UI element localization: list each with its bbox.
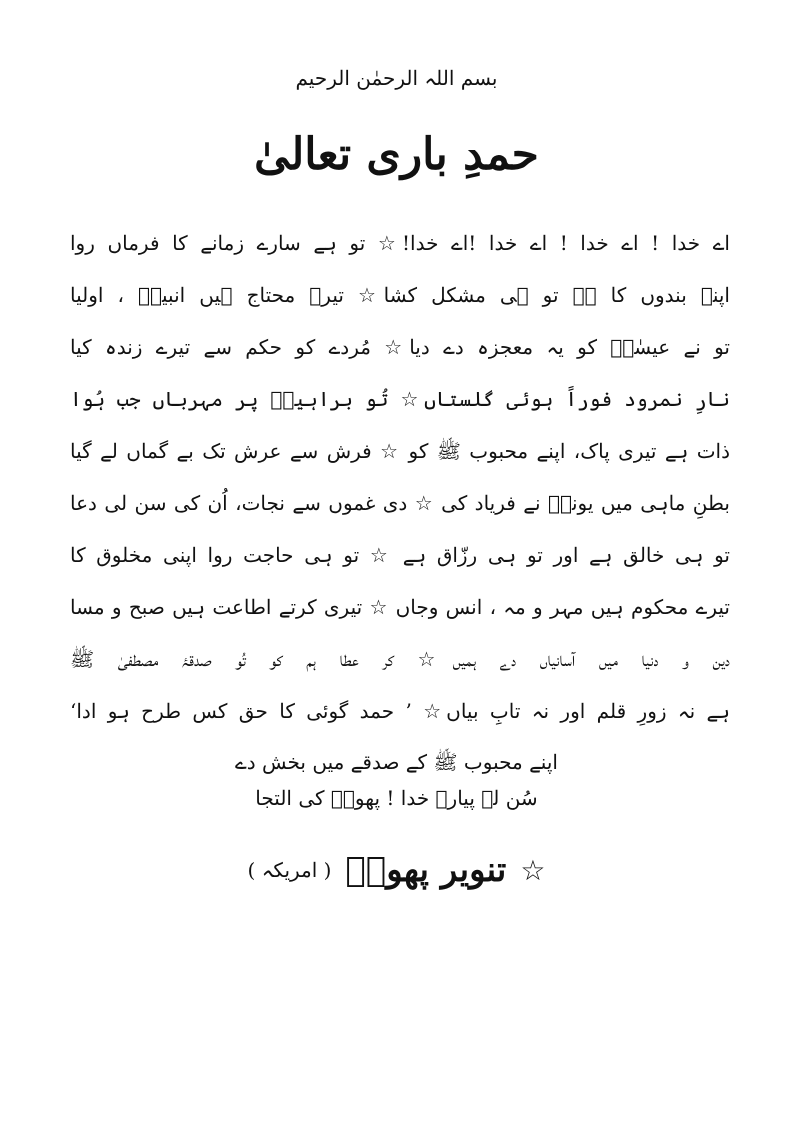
author-signature	[0, 850, 793, 890]
closing-couplet	[0, 745, 793, 817]
bismillah-heading: بسم اللہ الرحمٰن الرحیم	[295, 66, 498, 90]
verse-line: نارِ نمرود فوراََ ہوئی گلستاں☆ تُو براہیمؑ پر مہرباں جب ہُوا	[70, 387, 730, 411]
closing-line: اپنے محبوب ﷺ کے صدقے میں بخش دے	[235, 750, 558, 774]
verse-line: اے خدا ! اے خدا ! اے خدا !اے خدا!☆ تو ہے سارے زمانے کا فرماں روا	[70, 231, 730, 255]
verse-line: تیرے محکوم ہیں مہر و مہ ، انس وجاں ☆ تیری کرتے اطاعت ہیں صبح و مسا	[70, 595, 730, 619]
author-location: ( امریکہ )	[247, 858, 332, 882]
verse-line: دین و دنیا میں آسانیاں دے ہمیں☆ کر عطا ہم کو تُو صدقۂ مصطفیٰ ﷺ	[70, 647, 730, 671]
closing-line: سُن لے پیارے خدا ! پھولؔ کی التجا	[255, 786, 538, 810]
star-icon: ☆	[520, 853, 546, 887]
poem-body	[70, 220, 730, 740]
verse-line: ہے نہ زورِ قلم اور نہ تابِ بیاں☆ ’ حمد گوئی کا حق کس طرح ہو ادا‘	[70, 699, 730, 723]
verse-line: اپنے بندوں کا ہے تو ہی مشکل کشا☆ تیرے محتاج ہیں انبیاؑ ، اولیا	[70, 283, 730, 307]
verse-line: ذات ہے تیری پاک، اپنے محبوب ﷺ کو ☆ فرش سے عرش تک بے گماں لے گیا	[70, 439, 730, 463]
author-name: تنویر پھولؔ	[345, 850, 507, 890]
page-title: حمدِ باری تعالیٰ	[254, 129, 539, 180]
verse-line: بطنِ ماہی میں یونسؑ نے فریاد کی ☆ دی غموں سے نجات، اُن کی سن لی دعا	[70, 491, 730, 515]
verse-line: تو ہی خالق ہے اور تو ہی رزّاق ہے ☆ تو ہی حاجت روا اپنی مخلوق کا	[70, 543, 730, 567]
verse-line: تو نے عیسٰیؑ کو یہ معجزہ دے دیا☆ مُردے کو حکم سے تیرے زندہ کیا	[70, 335, 730, 359]
